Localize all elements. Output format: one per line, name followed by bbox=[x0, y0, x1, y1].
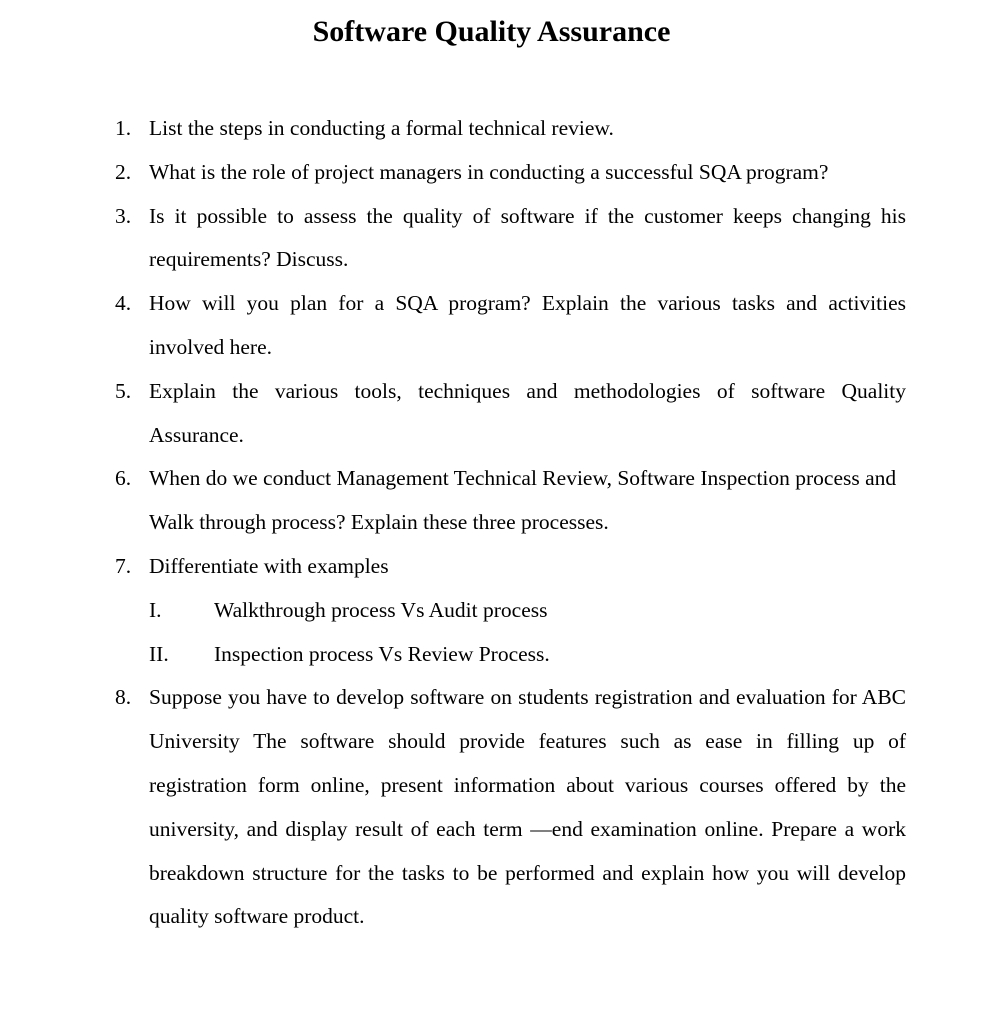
sub-question-number: I. bbox=[149, 597, 162, 622]
question-number: 7. bbox=[115, 553, 132, 578]
question-text: When do we conduct Management Technical Review, Software Inspection process and Walk through process? Explain these three processes. bbox=[149, 466, 897, 535]
question-number: 3. bbox=[115, 203, 132, 228]
question-text: How will you plan for a SQA program? Explain the various tasks and activities involved here. bbox=[149, 291, 906, 359]
question-text: Suppose you have to develop software on students registration and evaluation for ABC University The software should provide features such as ease in filling up of registration form online, present information about various courses offered by the university, and display result of each term —end examination online. Prepare a work breakdown structure for the tasks to be performed and explain how you will develop quality software product. bbox=[149, 685, 906, 929]
page-title: Software Quality Assurance bbox=[312, 15, 671, 48]
question-item bbox=[112, 107, 906, 151]
question-number: 2. bbox=[115, 159, 132, 184]
question-text: Is it possible to assess the quality of software if the customer keeps changing his requirements? Discuss. bbox=[149, 203, 906, 272]
question-text: What is the role of project managers in conducting a successful SQA program? bbox=[149, 159, 829, 184]
sub-question-item bbox=[112, 589, 906, 633]
question-number: 6. bbox=[115, 466, 132, 491]
sub-question-item bbox=[112, 633, 906, 677]
question-number: 1. bbox=[115, 116, 132, 140]
question-text: List the steps in conducting a formal technical review. bbox=[149, 116, 614, 140]
question-item bbox=[112, 457, 906, 545]
question-number: 4. bbox=[115, 291, 132, 316]
question-item bbox=[112, 676, 906, 939]
sub-question-number: II. bbox=[149, 641, 169, 666]
question-item bbox=[112, 545, 906, 589]
question-item bbox=[112, 370, 906, 458]
question-number: 5. bbox=[115, 378, 132, 403]
question-item bbox=[112, 282, 906, 370]
question-text: Explain the various tools, techniques and methodologies of software Quality Assurance. bbox=[149, 378, 906, 447]
question-list bbox=[112, 107, 906, 939]
question-number: 8. bbox=[115, 685, 132, 710]
question-item bbox=[112, 195, 906, 283]
sub-question-text: Inspection process Vs Review Process. bbox=[214, 641, 550, 666]
sub-question-text: Walkthrough process Vs Audit process bbox=[214, 597, 548, 622]
question-text: Differentiate with examples bbox=[149, 553, 389, 578]
question-item bbox=[112, 151, 906, 195]
